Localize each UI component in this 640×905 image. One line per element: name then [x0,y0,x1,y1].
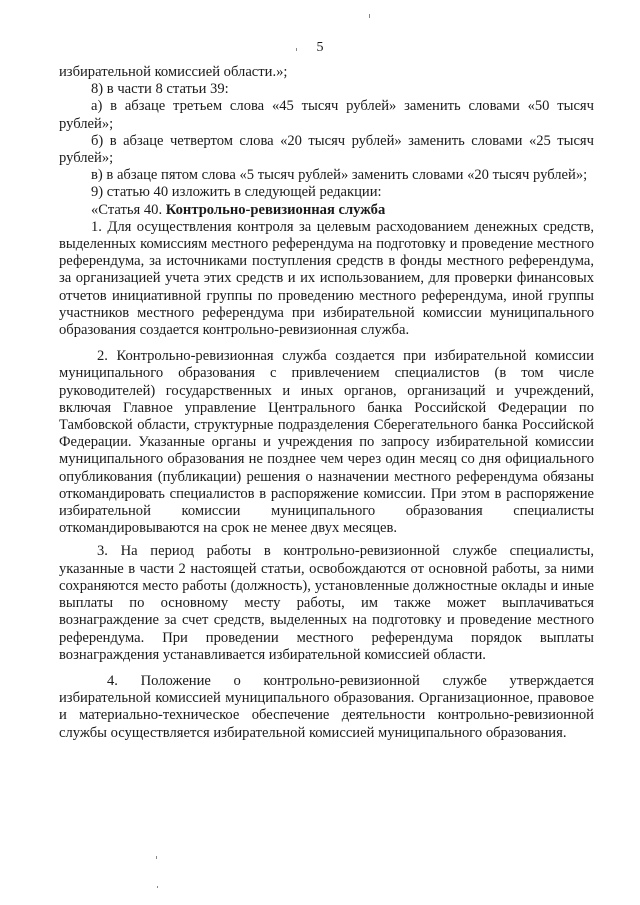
scan-speck [296,48,297,51]
article-paragraph-3: 3. На период работы в контрольно-ревизионной службе специалисты, указанные в части 2 настоящей статьи, освобождаются от основной работы, за ними сохраняются место работы (должность), установленные должностные оклады и иные выплаты по основному месту работы, им также может выплачиваться вознаграждение за счет средств, выделенных на подготовку и проведение местного референдума. При проведении местного референдума порядок выплаты вознаграждения устанавливается избирательной комиссией области. [59,543,594,663]
amendment-item-8c: в) в абзаце пятом слова «5 тысяч рублей» заменить словами «20 тысяч рублей»; [91,167,588,184]
scan-speck [157,886,158,888]
article-heading [59,202,594,219]
amendment-item-9: 9) статью 40 изложить в следующей редакции: [91,184,382,201]
page-number: 5 [316,40,324,55]
article-paragraph-1: 1. Для осуществления контроля за целевым расходованием денежных средств, выделенных комиссиям местного референдума на подготовку и проведение местного референдума, за источниками поступления средств в фонды местного референдума, за организацией учета этих средств и их использованием, для проверки финансовых отчетов инициативной группы по проведению местного референдума, иной группы участников местного референдума при избирательной комиссии муниципального образования создается контрольно-ревизионная служба. [59,218,594,339]
scan-speck [156,856,157,859]
article-paragraph-4: 4. Положение о контрольно-ревизионной службе утверждается избирательной комиссией муниципального образования. Организационное, правовое и материально-техническое обеспечение деятельности контрольно-ревизионной службы осуществляется избирательной комиссией муниципального образования. [59,672,594,741]
article-heading-title: Контрольно-ревизионная служба [165,201,386,218]
amendment-item-8a: а) в абзаце третьем слова «45 тысяч рублей» заменить словами «50 тысяч рублей»; [59,98,594,132]
article-heading-prefix: «Статья 40. [91,201,166,218]
document-body [59,64,594,742]
text-line-continuation: избирательной комиссией области.»; [59,64,288,80]
amendment-item-8b: б) в абзаце четвертом слова «20 тысяч рублей» заменить словами «25 тысяч рублей»; [59,132,594,167]
scan-speck [369,14,370,18]
amendment-item-8: 8) в части 8 статьи 39: [91,81,229,98]
article-paragraph-2: 2. Контрольно-ревизионная служба создается при избирательной комиссии муниципального образования с привлечением специалистов (в том числе руководителей) государственных и иных органов, организаций и учреждений, включая Главное управление Центрального банка Российской Федерации по Тамбовской области, структурные подразделения Сберегательного банка Российской Федерации. Указанные органы и учреждения по запросу избирательной комиссии муниципального образования не позднее чем через один месяц со дня официального опубликования (публикации) решения о назначении местного референдума обязаны откомандировать специалистов в распоряжение комиссии. При этом в распоряжение избирательной комиссии муниципального образования специалисты откомандировываются на срок не менее двух месяцев. [59,348,594,537]
